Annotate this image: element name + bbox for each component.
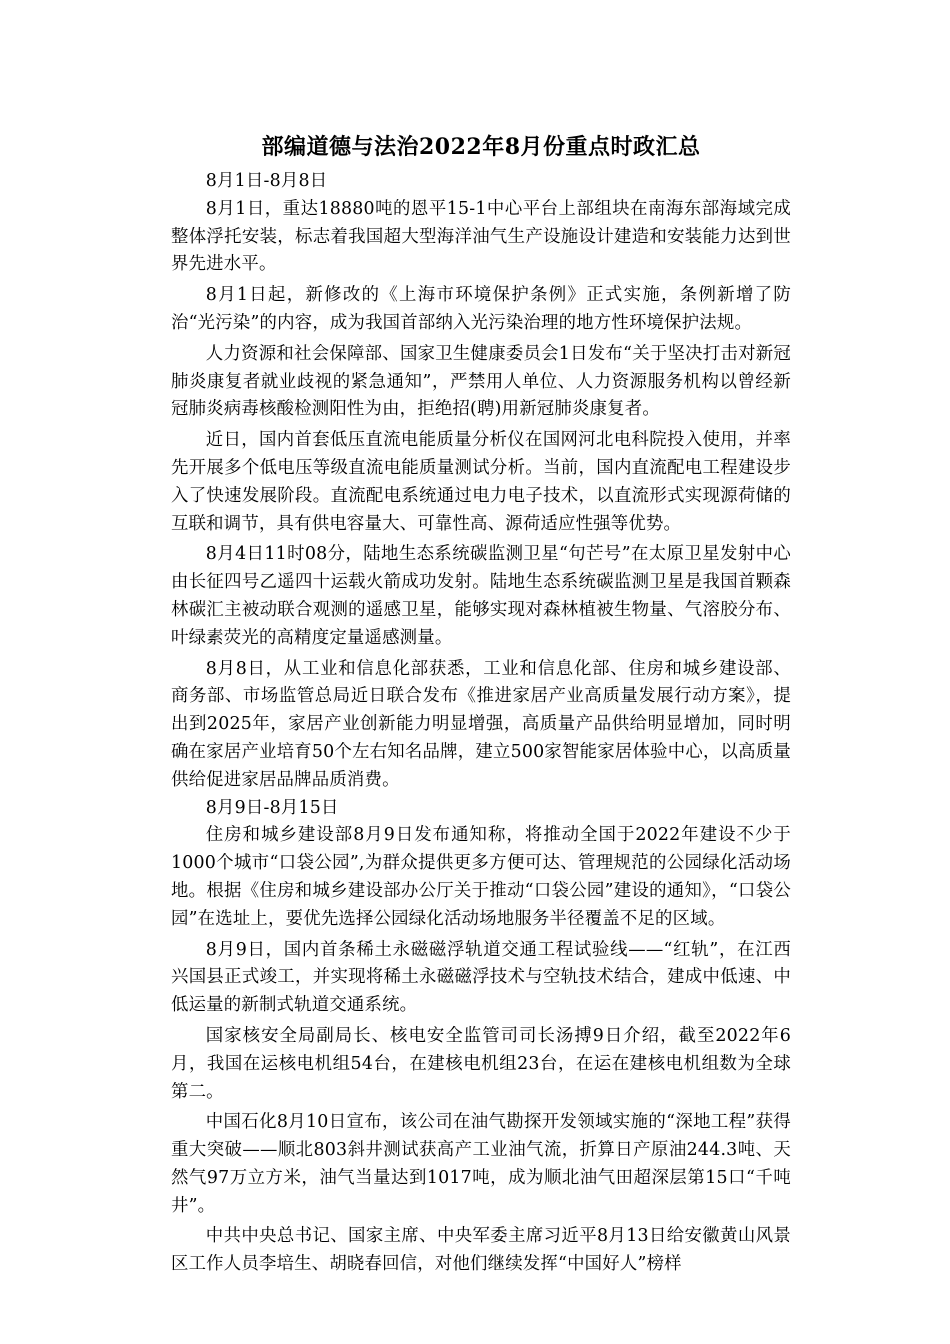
paragraph-dc-power-analyzer: 近日，国内首套低压直流电能质量分析仪在国网河北电科院投入使用，并率先开展多个低电压等级直流电能质量测试分析。当前，国内直流配电工程建设步入了快速发展阶段。直流配电系统通过电力电子技术，以直流形式实现源荷储的互联和调节，具有供电容量大、可靠性高、源荷适应性强等优势。 [171,430,791,534]
paragraph-enping-platform: 8月1日，重达18880吨的恩平15-1中心平台上部组块在南海东部海域完成整体浮托安装，标志着我国超大型海洋油气生产设施设计建造和安装能力达到世界先进水平。 [171,198,791,275]
document-title: 部编道德与法治2022年8月份重点时政汇总 [261,134,701,160]
paragraph-pocket-parks: 住房和城乡建设部8月9日发布通知称，将推动全国于2022年建设不少于1000个城市“口袋公园”,为群众提供更多方便可达、管理规范的公园绿化活动场地。根据《住房和城乡建设部办公厅关于推动“口袋公园”建设的通知》，“口袋公园”在选址上，要优先选择公园绿化活动场地服务半径覆盖不足的区域。 [171,825,791,929]
paragraph-carbon-satellite: 8月4日11时08分，陆地生态系统碳监测卫星“句芒号”在太原卫星发射中心由长征四号乙遥四十运载火箭成功发射。陆地生态系统碳监测卫星是我国首颗森林碳汇主被动联合观测的遥感卫星，能够实现对森林植被生物量、气溶胶分布、叶绿素荧光的高精度定量遥感测量。 [171,544,791,648]
paragraph-home-industry-plan: 8月8日，从工业和信息化部获悉，工业和信息化部、住房和城乡建设部、商务部、市场监管总局近日联合发布《推进家居产业高质量发展行动方案》，提出到2025年，家居产业创新能力明显增强，高质量产品供给明显增加，同时明确在家居产业培育50个左右知名品牌，建立500家智能家居体验中心，以高质量供给促进家居品牌品质消费。 [171,658,791,790]
section-heading-aug9-aug15: 8月9日-8月15日 [205,797,339,818]
document-body [171,168,791,1279]
paragraph-shanghai-regulation: 8月1日起，新修改的《上海市环境保护条例》正式实施，条例新增了防治“光污染”的内容，成为我国首部纳入光污染治理的地方性环境保护法规。 [171,285,791,333]
paragraph-red-rail: 8月9日，国内首条稀土永磁磁浮轨道交通工程试验线——“红轨”，在江西兴国县正式竣工，并实现将稀土永磁磁浮技术与空轨技术结合，建成中低速、中低运量的新制式轨道交通系统。 [171,939,791,1016]
paragraph-nuclear-units: 国家核安全局副局长、核电安全监管司司长汤搏9日介绍，截至2022年6月，我国在运核电机组54台，在建核电机组23台，在运在建核电机组数为全球第二。 [171,1025,791,1102]
paragraph-employment-notice: 人力资源和社会保障部、国家卫生健康委员会1日发布“关于坚决打击对新冠肺炎康复者就业歧视的紧急通知”，严禁用人单位、人力资源服务机构以曾经新冠肺炎病毒核酸检测阳性为由，拒绝招(聘)用新冠肺炎康复者。 [171,343,791,420]
document-content [171,132,791,1279]
section-heading-aug1-aug8: 8月1日-8月8日 [205,171,328,191]
paragraph-huangshan-letter: 中共中央总书记、国家主席、中央军委主席习近平8月13日给安徽黄山风景区工作人员李培生、胡晓春回信，对他们继续发挥“中国好人”榜样 [171,1226,791,1275]
paragraph-deep-earth-project: 中国石化8月10日宣布，该公司在油气勘探开发领域实施的“深地工程”获得重大突破——顺北803斜井测试获高产工业油气流，折算日产原油244.3吨、天然气97万立方米，油气当量达到1017吨，成为顺北油气田超深层第15口“千吨井”。 [171,1112,791,1216]
